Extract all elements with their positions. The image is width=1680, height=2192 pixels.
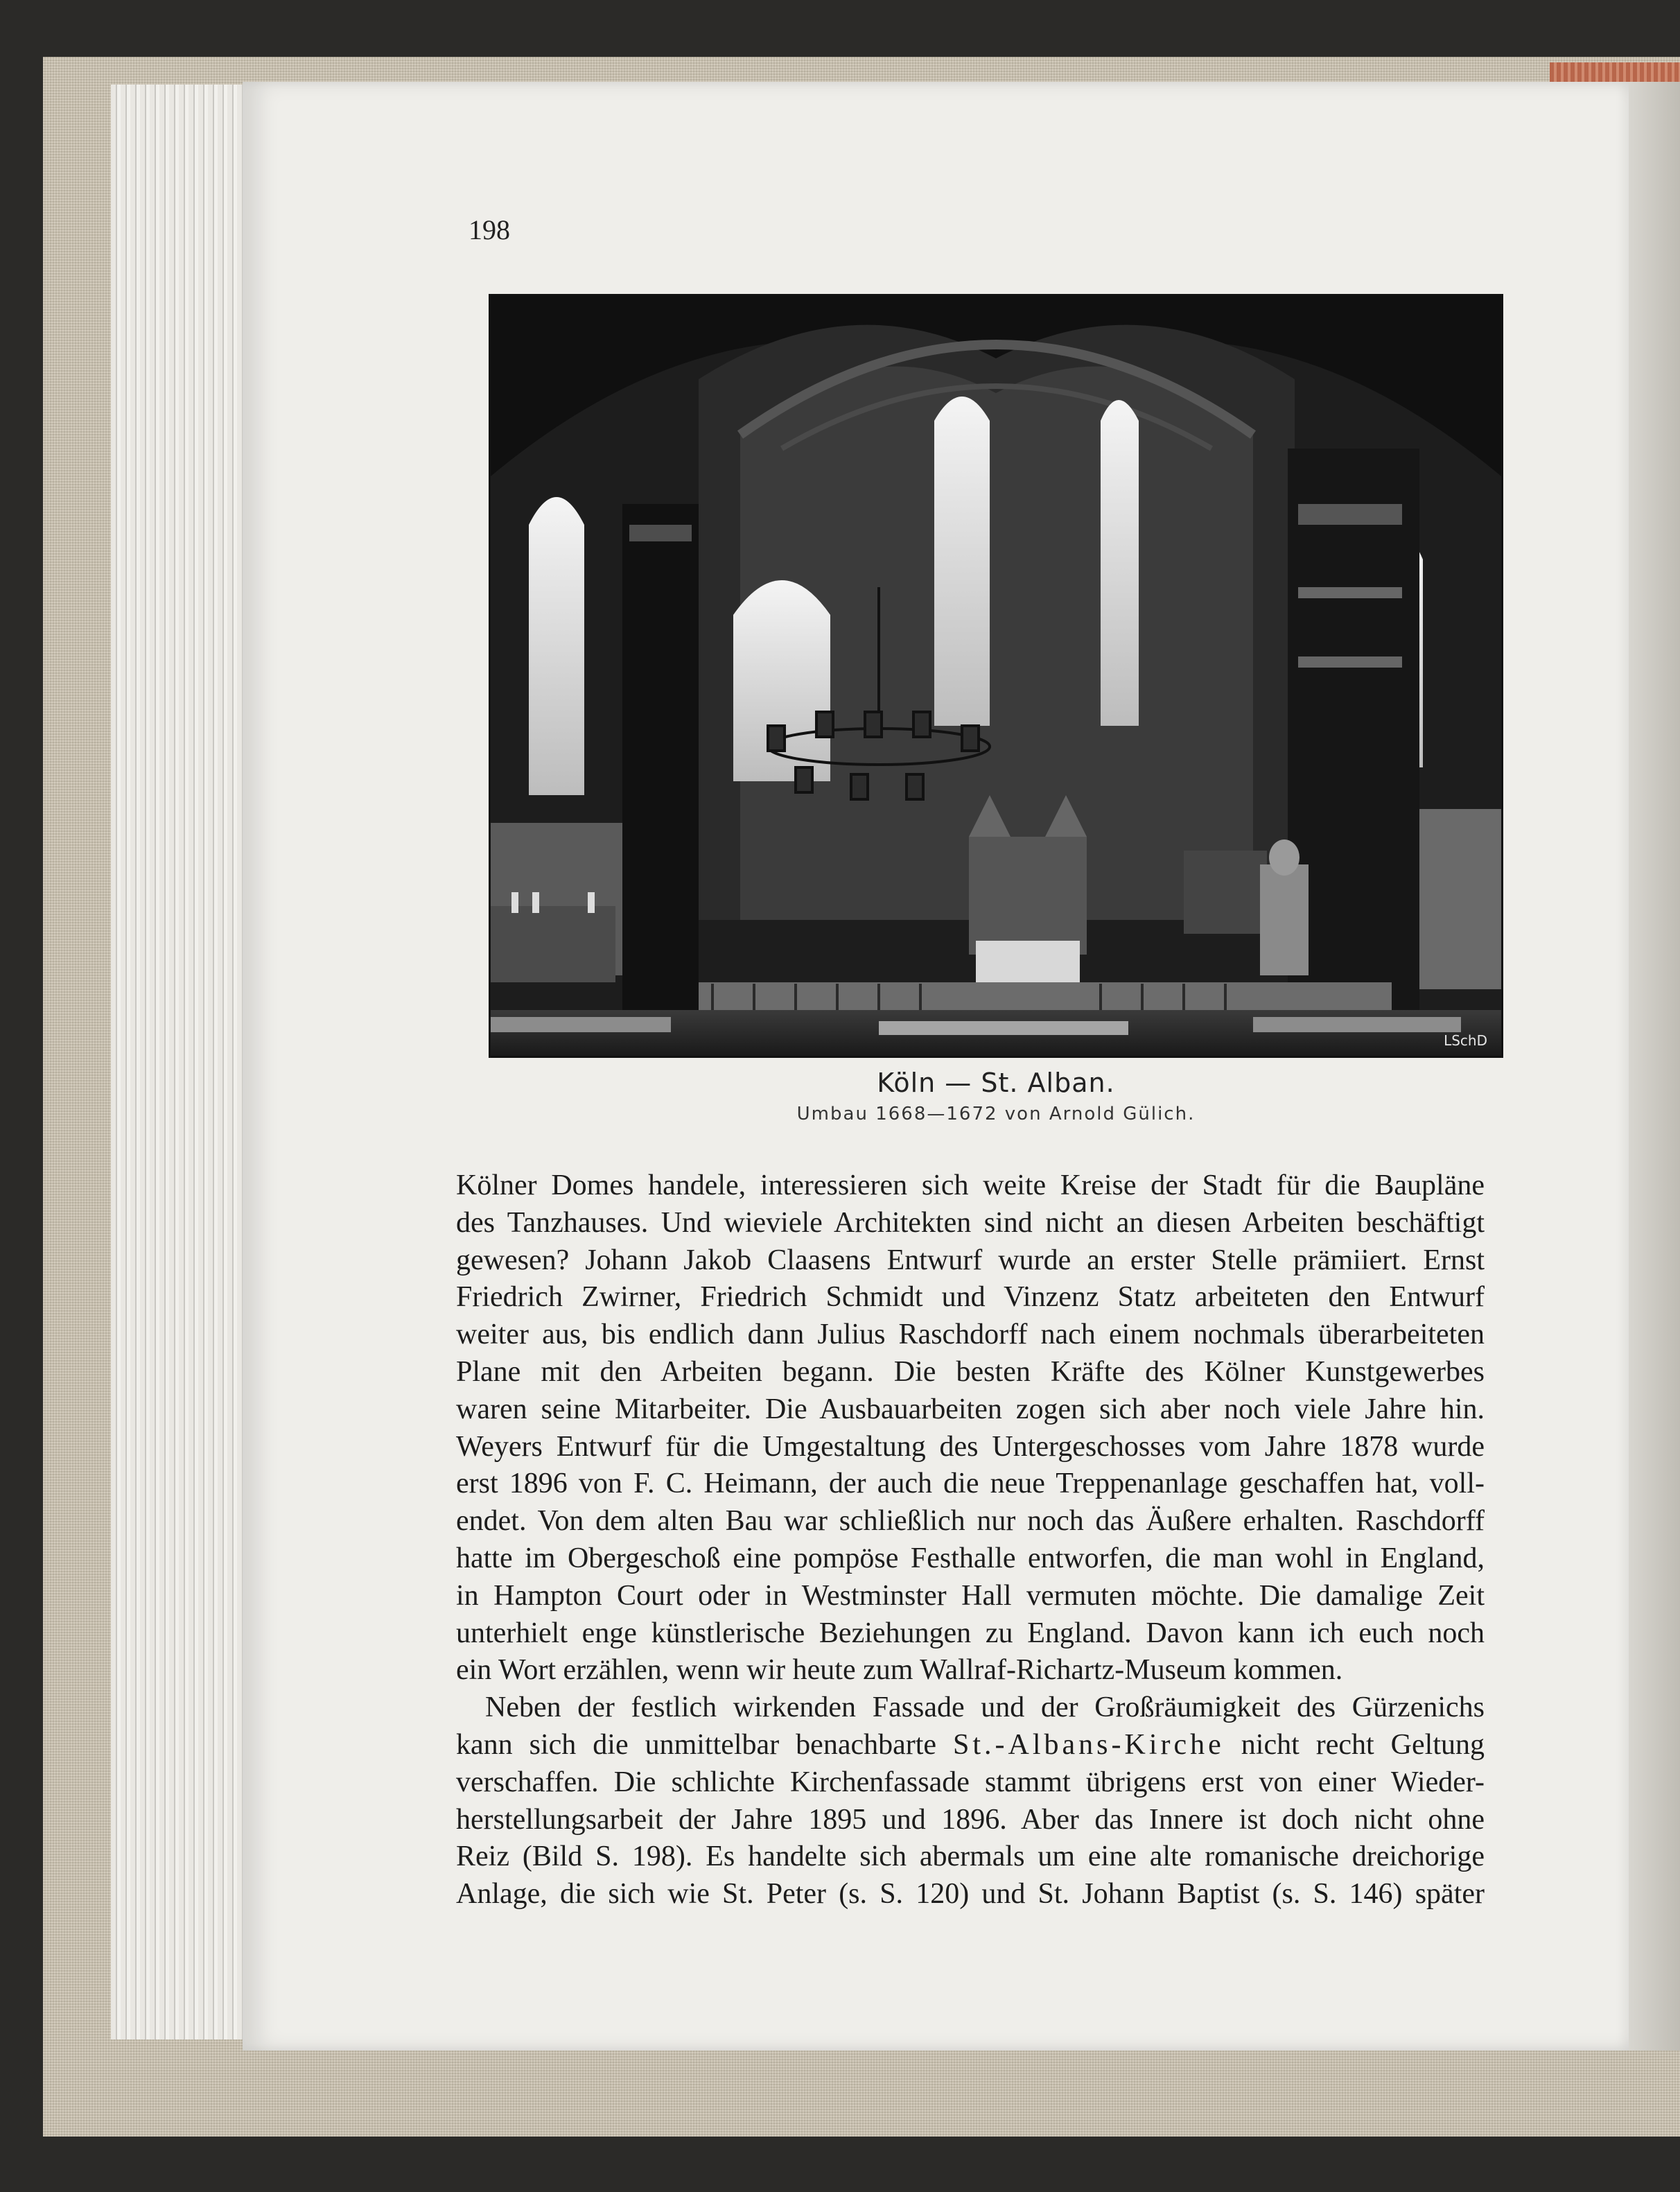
text-line: des Tanzhauses. Und wieviele Architekten sind nicht an diesen Arbeiten beschäftigt (456, 1206, 1485, 1239)
body-text (456, 1167, 1485, 1913)
text-line: endet. Von dem alten Bau war schließlich nur noch das Äußere erhalten. Raschdorff (456, 1505, 1485, 1538)
text-line: gewesen? Johann Jakob Claasens Entwurf wurde an erster Stelle prämiiert. Ernst (456, 1244, 1485, 1276)
text-line: weiter aus, bis endlich dann Julius Raschdorff nach einem nochmals überarbeiteten (456, 1319, 1485, 1351)
text-line: verschaffen. Die schlichte Kirchenfassade stammt übrigens erst von einer Wieder- (456, 1766, 1485, 1798)
page-number: 198 (469, 214, 510, 245)
text-line: waren seine Mitarbeiter. Die Ausbauarbeiten zogen sich aber noch viele Jahre hin. (456, 1393, 1485, 1425)
text-line: unterhielt enge künstlerische Beziehungen zu England. Davon kann ich euch noch (456, 1617, 1485, 1649)
text-line: hatte im Obergeschoß eine pompöse Festhalle entworfen, die man wohl in England, (456, 1542, 1485, 1574)
page-gutter (1629, 82, 1680, 2051)
text-line: Kölner Domes handele, interessieren sich weite Kreise der Stadt für die Baupläne (456, 1169, 1485, 1201)
text-line: Plane mit den Arbeiten begann. Die besten Kräfte des Kölner Kunstgewerbes (456, 1355, 1485, 1388)
text-line: Anlage, die sich wie St. Peter (s. S. 120) und St. Johann Baptist (s. S. 146) später (456, 1878, 1485, 1911)
text-line-with-emphasis (456, 1727, 1485, 1764)
figure-caption-subtitle: Umbau 1668—1672 von Arnold Gülich. (796, 1104, 1196, 1124)
text-fragment: kann sich die unmittelbar benachbarte (456, 1728, 954, 1761)
text-line: Weyers Entwurf für die Umgestaltung des Untergeschosses vom Jahre 1878 wurde (456, 1430, 1485, 1463)
figure-caption-title: Köln — St. Alban. (877, 1068, 1115, 1098)
text-line: Neben der festlich wirkenden Fassade und der Großräumigkeit des Gürzenichs (485, 1691, 1485, 1724)
text-line: erst 1896 von F. C. Heimann, der auch die neue Treppenanlage geschaffen hat, voll- (456, 1468, 1485, 1500)
text-line: Friedrich Zwirner, Friedrich Schmidt und Vinzenz Statz arbeiteten den Entwurf (456, 1281, 1485, 1314)
church-name-emphasis: St.-Albans-Kirche (953, 1728, 1225, 1761)
text-fragment: nicht recht Geltung (1224, 1728, 1485, 1761)
text-line: ein Wort erzählen, wenn wir heute zum Wallraf-Richartz-Museum kommen. (456, 1654, 1343, 1687)
church-interior-illustration (491, 296, 1501, 1056)
text-line: herstellungsarbeit der Jahre 1895 und 1896. Aber das Innere ist doch nicht ohne (456, 1803, 1485, 1836)
page-edges (111, 85, 256, 2039)
church-interior-photo (489, 294, 1503, 1058)
photographer-signature: LSchD (1444, 1032, 1487, 1049)
text-line: in Hampton Court oder in Westminster Hall vermuten möchte. Die damalige Zeit (456, 1579, 1485, 1612)
text-line: Reiz (Bild S. 198). Es handelte sich abermals um eine alte romanische dreichorige (456, 1841, 1485, 1873)
